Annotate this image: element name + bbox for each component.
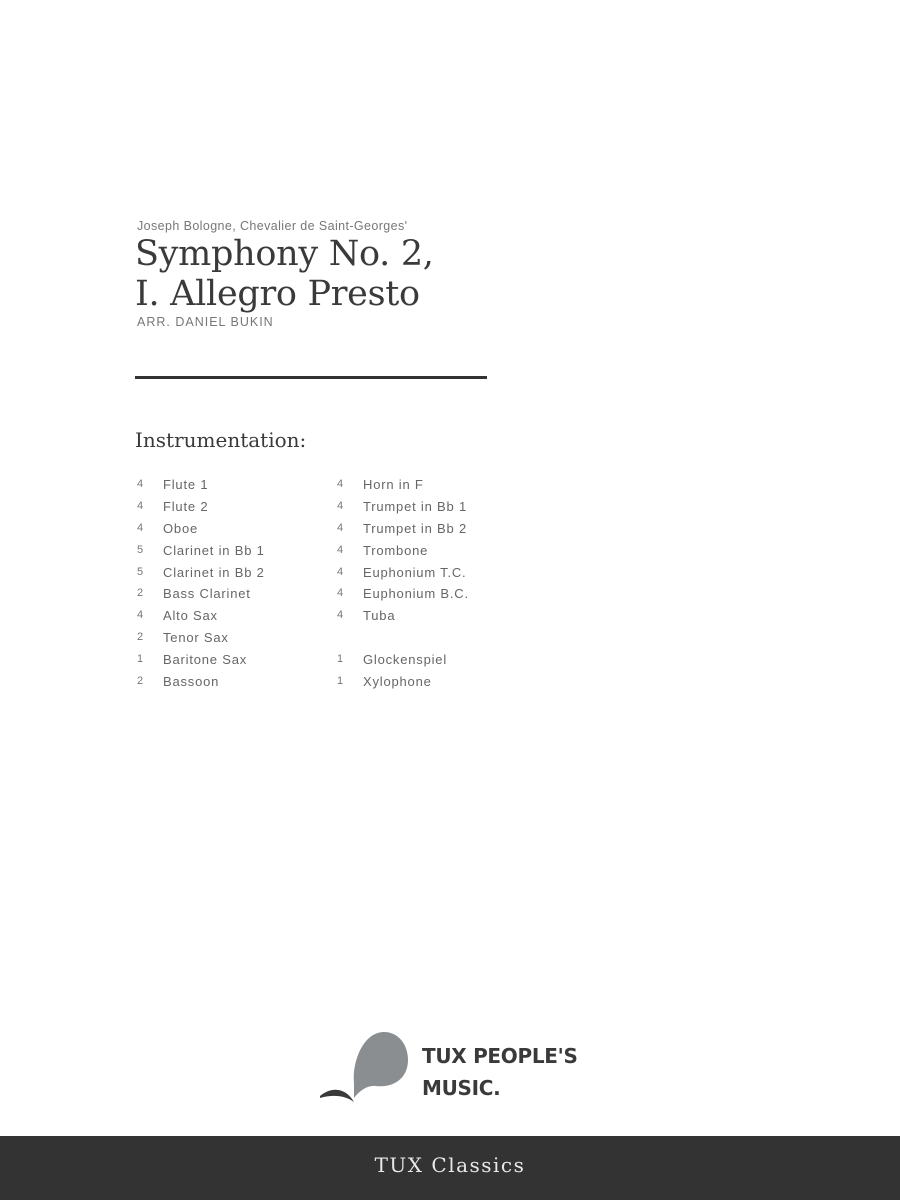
instrument-name: Euphonium T.C. xyxy=(363,564,467,580)
instrument-row xyxy=(337,474,469,496)
footer-bar xyxy=(0,1136,900,1200)
instrument-name: Alto Sax xyxy=(163,608,218,624)
part-count: 1 xyxy=(337,675,344,688)
publisher-name xyxy=(422,1040,578,1104)
instrument-row xyxy=(337,605,469,627)
series-label: TUX Classics xyxy=(374,1153,526,1177)
title-divider xyxy=(135,376,487,379)
instrument-name: Bass Clarinet xyxy=(163,586,251,602)
instrument-row xyxy=(137,649,265,671)
speech-bubble-logo-icon xyxy=(318,1030,418,1110)
instrument-name: Clarinet in Bb 2 xyxy=(163,564,265,580)
instrument-row xyxy=(337,649,469,671)
instrument-row xyxy=(137,474,265,496)
part-count: 4 xyxy=(337,521,344,534)
part-count: 4 xyxy=(337,478,344,490)
instrument-row xyxy=(337,562,469,584)
part-count: 2 xyxy=(137,587,144,600)
part-count: 4 xyxy=(137,521,144,534)
instrument-name: Glockenspiel xyxy=(363,652,448,668)
instrument-name: Trumpet in Bb 2 xyxy=(363,520,468,536)
instrument-row xyxy=(137,496,265,518)
instrument-name: Flute 2 xyxy=(163,498,209,514)
instrument-row xyxy=(137,671,265,693)
instrument-row xyxy=(337,671,469,693)
part-count: 2 xyxy=(137,675,144,688)
part-count: 5 xyxy=(137,565,144,578)
instrument-name: Trumpet in Bb 1 xyxy=(363,498,468,514)
instrument-row xyxy=(337,496,469,518)
instrumentation-heading: Instrumentation: xyxy=(135,428,307,452)
part-count: 1 xyxy=(137,653,144,666)
piece-title xyxy=(135,234,434,314)
part-count: 4 xyxy=(137,499,144,512)
part-count: 4 xyxy=(337,543,344,556)
part-count: 4 xyxy=(137,609,144,622)
part-count: 4 xyxy=(337,499,344,512)
instrument-name: Clarinet in Bb 1 xyxy=(163,542,265,558)
instrument-name: Oboe xyxy=(163,520,199,536)
part-count: 4 xyxy=(337,609,344,622)
instrument-name: Baritone Sax xyxy=(163,652,248,668)
instrument-name: Xylophone xyxy=(363,674,432,690)
instrument-name: Flute 1 xyxy=(163,477,209,492)
instrument-row xyxy=(137,627,265,649)
composer-credit: Joseph Bologne, Chevalier de Saint-Georges' xyxy=(137,219,408,233)
part-count: 2 xyxy=(137,631,144,644)
instrument-row xyxy=(337,540,469,562)
part-count: 5 xyxy=(137,543,144,556)
instrument-list-right xyxy=(337,474,469,693)
instrument-name: Euphonium B.C. xyxy=(363,586,469,602)
publisher-name-line-2: MUSIC. xyxy=(422,1076,501,1100)
instrument-name: Trombone xyxy=(363,542,429,558)
instrument-name: Bassoon xyxy=(163,674,220,690)
title-line-2: I. Allegro Presto xyxy=(135,274,420,314)
instrument-row xyxy=(137,583,265,605)
instrument-row xyxy=(137,518,265,540)
part-count: 4 xyxy=(137,478,144,490)
instrument-name: Tenor Sax xyxy=(163,630,229,646)
instrument-row xyxy=(337,583,469,605)
instrument-row xyxy=(137,562,265,584)
instrument-name: Tuba xyxy=(363,608,396,624)
instrument-row xyxy=(337,518,469,540)
instrument-row xyxy=(137,605,265,627)
publisher-name-line-1: TUX PEOPLE'S xyxy=(422,1044,578,1068)
arranger-credit: ARR. DANIEL BUKIN xyxy=(137,315,274,329)
part-count: 4 xyxy=(337,565,344,578)
instrument-list-left xyxy=(137,474,265,693)
instrument-row xyxy=(137,540,265,562)
title-line-1: Symphony No. 2, xyxy=(135,234,434,274)
part-count: 1 xyxy=(337,653,344,666)
instrument-list-gap xyxy=(337,627,469,649)
part-count: 4 xyxy=(337,587,344,600)
instrument-name: Horn in F xyxy=(363,477,424,492)
publisher-logo xyxy=(318,1030,598,1110)
